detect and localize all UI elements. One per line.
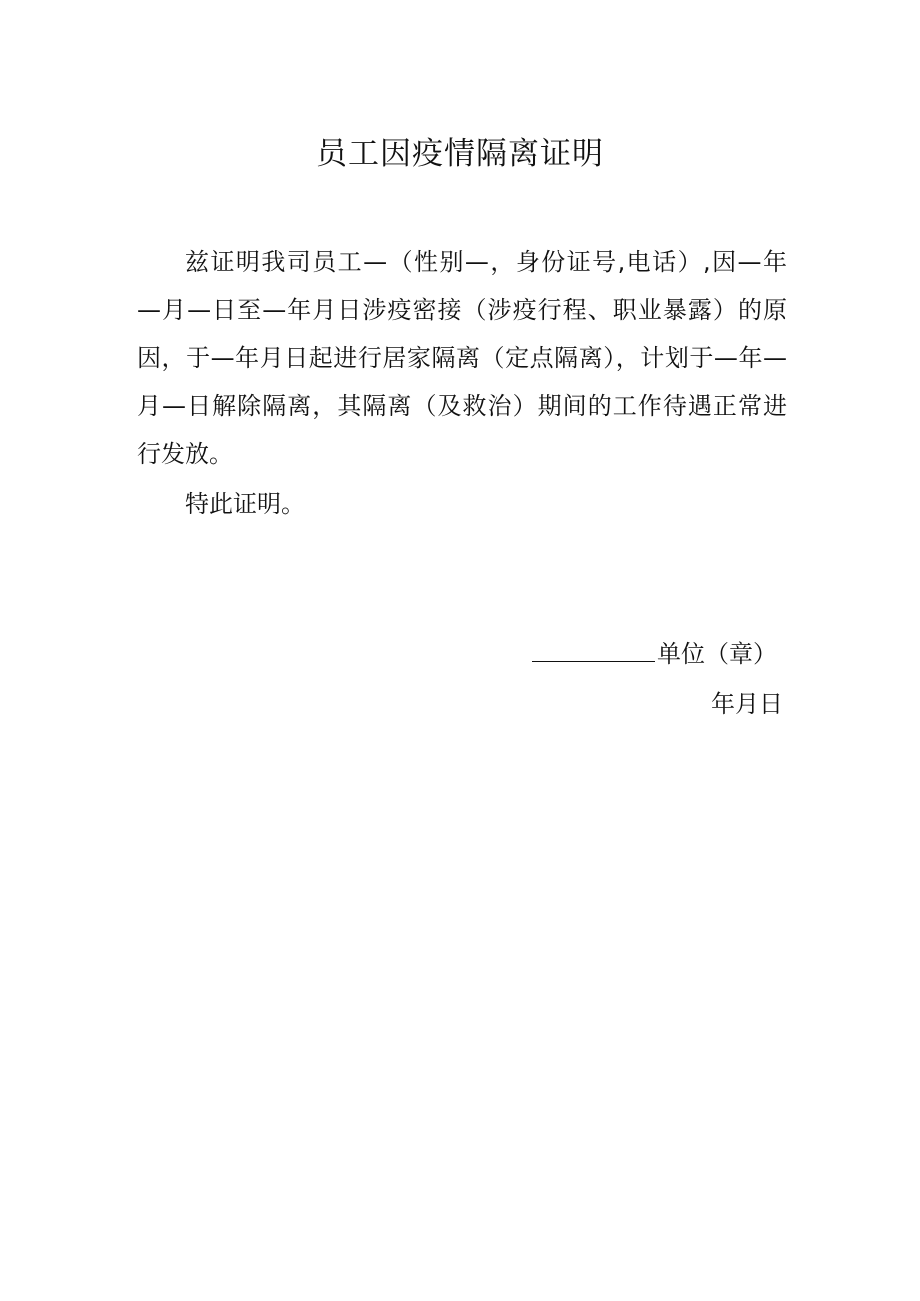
signature-blank	[532, 639, 655, 662]
body-line-5: 行发放。	[137, 440, 233, 468]
body-line-3: 因，于—年月日起进行居家隔离（定点隔离），计划于—年—	[137, 344, 787, 372]
signature-line	[532, 630, 777, 678]
closing-statement: 特此证明。	[185, 490, 305, 518]
signature-label: 单位（章）	[657, 640, 777, 668]
certificate-body	[137, 238, 787, 478]
date-line: 年月日	[711, 690, 783, 718]
body-line-2: —月—日至—年月日涉疫密接（涉疫行程、职业暴露）的原	[137, 296, 787, 324]
document-title: 员工因疫情隔离证明	[316, 136, 604, 172]
body-line-4: 月—日解除隔离，其隔离（及救治）期间的工作待遇正常进	[137, 392, 787, 420]
body-line-1: 兹证明我司员工—（性别—，身份证号,电话）,因—年	[185, 248, 787, 276]
